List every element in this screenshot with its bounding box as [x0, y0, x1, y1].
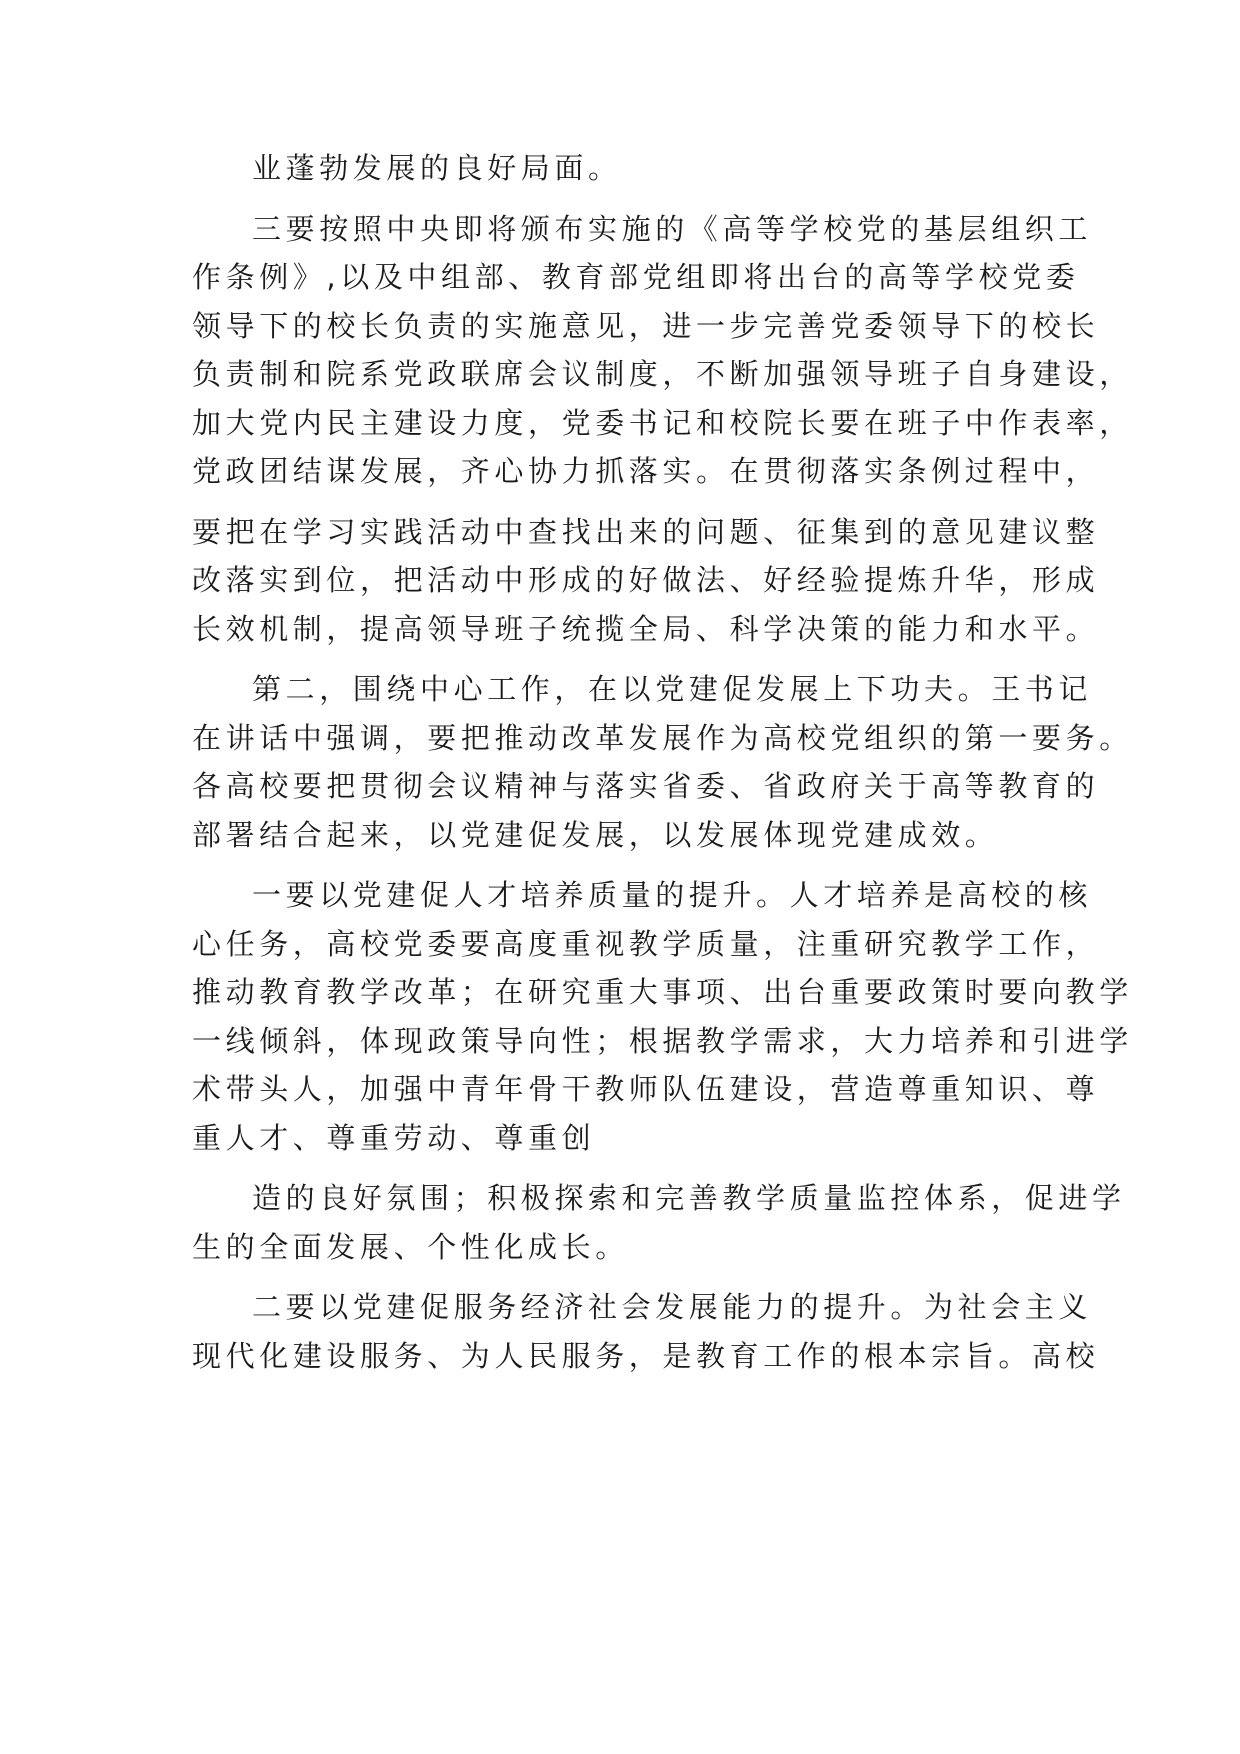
paragraph-continuation-1	[192, 144, 1052, 193]
text-line: 现代化建设服务、为人民服务，是教育工作的根本宗旨。高校	[192, 1338, 1100, 1373]
paragraph-item-two-service	[192, 1283, 1100, 1380]
text-line: 一要以党建促人才培养质量的提升。人才培养是高校的核	[252, 878, 1093, 912]
text-line: 一线倾斜，体现政策导向性；根据教学需求，大力培养和引进学	[192, 1023, 1133, 1058]
text-line: 生的全面发展、个性化成长。	[192, 1229, 629, 1264]
text-line: 部署结合起来，以党建促发展，以发展体现党建成效。	[192, 817, 999, 852]
text-line: 要把在学习实践活动中查找出来的问题、征集到的意见建议整	[192, 514, 1100, 549]
paragraph-second-point	[192, 665, 1133, 859]
text-line: 三要按照中央即将颁布实施的《高等学校党的基层组织工	[252, 211, 1093, 246]
body-text	[192, 144, 1133, 1392]
text-line: 第二，围绕中心工作，在以党建促发展上下功夫。王书记	[252, 672, 1093, 706]
text-line: 领导下的校长负责的实施意见，进一步完善党委领导下的校长	[192, 308, 1100, 343]
text-line: 推动教育教学改革；在研究重大事项、出台重要政策时要向教学	[192, 975, 1133, 1009]
text-line: 在讲话中强调，要把推动改革发展作为高校党组织的第一要务。	[192, 720, 1133, 755]
text-line: 业蓬勃发展的良好局面。	[252, 151, 622, 185]
paragraph-item-one-talent	[192, 871, 1133, 1162]
text-line: 二要以党建促服务经济社会发展能力的提升。为社会主义	[252, 1290, 1093, 1324]
text-line: 党政团结谋发展，齐心协力抓落实。在贯彻落实条例过程中，	[192, 454, 1100, 488]
paragraph-item-three-regulations	[192, 205, 1133, 496]
paragraph-continuation-3	[192, 1174, 1126, 1271]
text-line: 加大党内民主建设力度，党委书记和校院长要在班子中作表率，	[192, 405, 1133, 440]
text-line: 负责制和院系党政联席会议制度，不断加强领导班子自身建设，	[192, 357, 1133, 391]
text-line: 作条例》,以及中组部、教育部党组即将出台的高等学校党委	[192, 260, 1080, 294]
text-line: 各高校要把贯彻会议精神与落实省委、省政府关于高等教育的	[192, 769, 1100, 803]
text-line: 长效机制，提高领导班子统揽全局、科学决策的能力和水平。	[192, 611, 1100, 646]
text-line: 术带头人，加强中青年骨干教师队伍建设，营造尊重知识、尊	[192, 1072, 1100, 1106]
text-line: 重人才、尊重劳动、尊重创	[192, 1120, 596, 1155]
paragraph-continuation-2	[192, 508, 1100, 654]
text-line: 造的良好氛围；积极探索和完善教学质量监控体系，促进学	[252, 1181, 1126, 1215]
text-line: 心任务，高校党委要高度重视教学质量，注重研究教学工作，	[192, 926, 1100, 961]
text-line: 改落实到位，把活动中形成的好做法、好经验提炼升华，形成	[192, 563, 1100, 597]
